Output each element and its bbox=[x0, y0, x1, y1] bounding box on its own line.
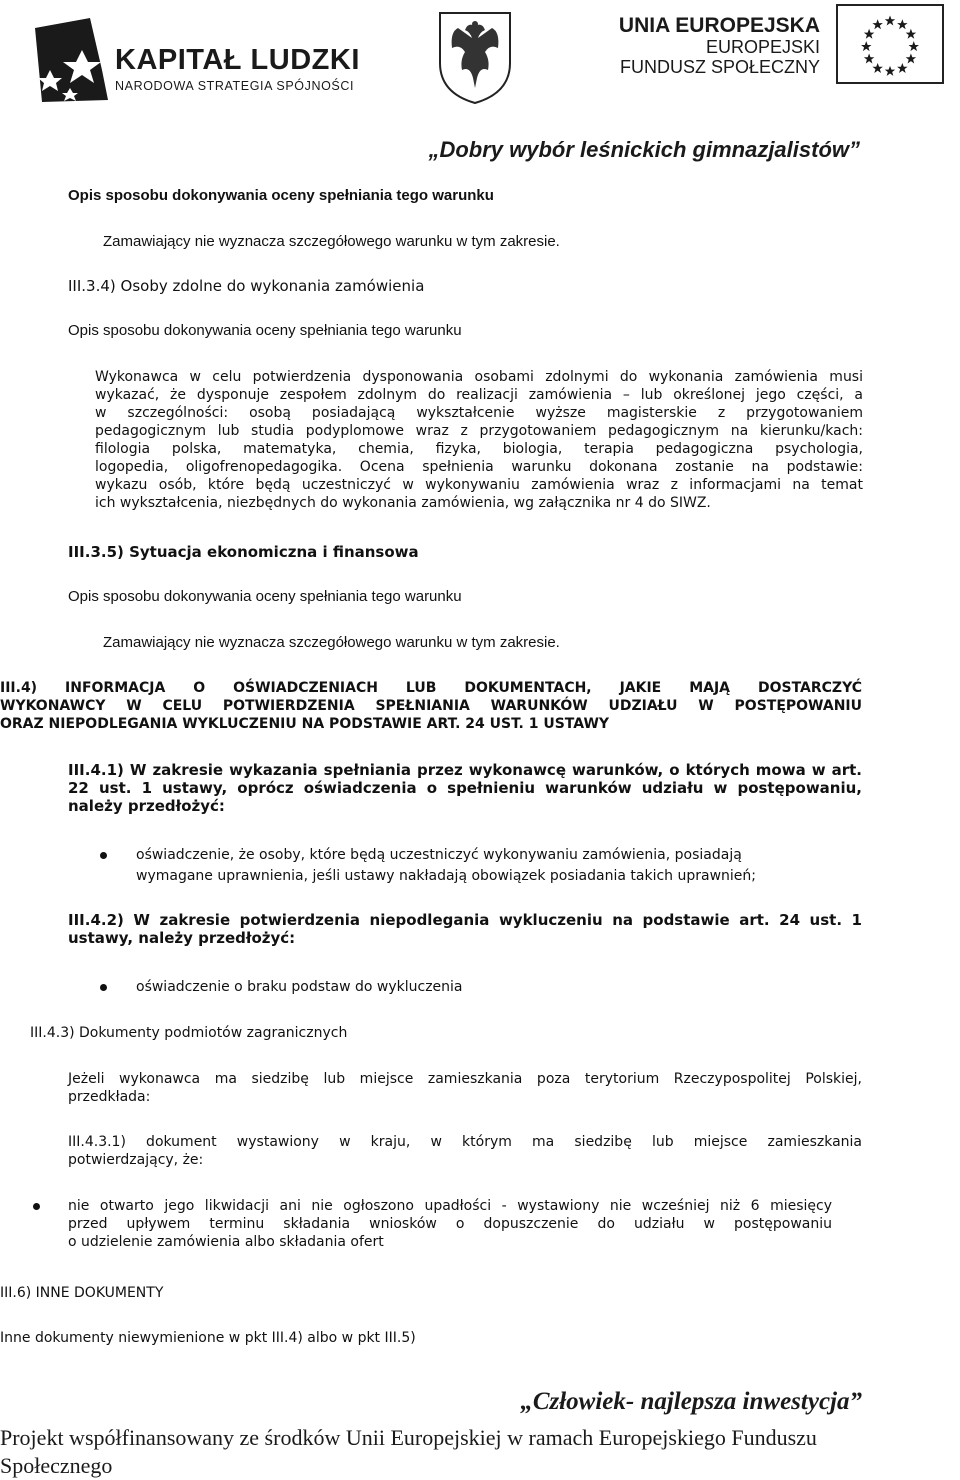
section-paragraph bbox=[68, 1133, 862, 1169]
bullet-icon bbox=[100, 984, 107, 991]
list-item-line: wymagane uprawnienia, jeśli ustawy nakładają obowiązek posiadania takich uprawnień; bbox=[136, 868, 756, 884]
footer-line: Społecznego bbox=[0, 1453, 113, 1478]
footer-text bbox=[0, 1424, 960, 1480]
list-item: oświadczenie o braku podstaw do wykluczenia bbox=[136, 979, 463, 995]
list-item-line: nie otwarto jego likwidacji ani nie ogłoszono upadłości - wystawiony nie wcześniej niż 6 miesięcy bbox=[68, 1198, 832, 1214]
section-heading: III.6) INNE DOKUMENTY bbox=[0, 1285, 164, 1301]
paragraph-line: Wykonawca w celu potwierdzenia dysponowania osobami zdolnymi do wykonania zamówienia musi bbox=[95, 369, 863, 385]
section-subheading: Opis sposobu dokonywania oceny spełniania tego warunku bbox=[68, 322, 462, 339]
footer-slogan: „Człowiek- najlepsza inwestycja” bbox=[520, 1388, 862, 1415]
eagle-emblem-icon bbox=[430, 8, 520, 106]
list-item-line: oświadczenie, że osoby, które będą uczestniczyć wykonywaniu zamówienia, posiadają bbox=[136, 847, 742, 863]
kapital-ludzki-emblem-icon bbox=[30, 10, 110, 110]
section-heading: III.3.4) Osoby zdolne do wykonania zamówienia bbox=[68, 277, 425, 295]
bullet-icon bbox=[100, 852, 107, 859]
paragraph-line: wykazać, że dysponuje zespołem zdolnym do realizacji zamówienia – lub określonej jego części, a bbox=[95, 387, 863, 403]
list-item bbox=[136, 846, 756, 885]
subsection-heading bbox=[68, 911, 862, 947]
eu-flag-icon bbox=[836, 4, 944, 84]
heading-line: III.4.1) W zakresie wykazania spełniania przez wykonawcę warunków, o których mowa w art. bbox=[68, 761, 862, 779]
kapital-ludzki-subtitle: NARODOWA STRATEGIA SPÓJNOŚCI bbox=[115, 79, 355, 93]
section-paragraph bbox=[95, 368, 863, 512]
paragraph-line: potwierdzający, że: bbox=[68, 1152, 204, 1168]
heading-line: ORAZ NIEPODLEGANIA WYKLUCZENIU NA PODSTAWIE ART. 24 UST. 1 USTAWY bbox=[0, 716, 610, 732]
bullet-icon bbox=[33, 1203, 40, 1210]
section-heading bbox=[0, 679, 862, 733]
paragraph-line: ich wykształcenia, niezbędnych do wykonania zamówienia, wg załącznika nr 4 do SIWZ. bbox=[95, 495, 711, 511]
section-text: Zamawiający nie wyznacza szczegółowego warunku w tym zakresie. bbox=[103, 233, 560, 250]
eu-title: UNIA EUROPEJSKA bbox=[618, 14, 820, 37]
paragraph-line: III.4.3.1) dokument wystawiony w kraju, w którym ma siedzibę lub miejsce zamieszkania bbox=[68, 1134, 862, 1150]
heading-line: 22 ust. 1 ustawy, oprócz oświadczenia o spełnieniu warunków udziału w postępowaniu, bbox=[68, 779, 862, 797]
paragraph-line: wykazu osób, które będą uczestniczyć w wykonywaniu zamówienia wraz z informacjami na temat bbox=[95, 477, 863, 493]
paragraph-line: w szczególności: osobą posiadającą wykształcenie wyższe magisterskie z przygotowaniem bbox=[95, 405, 863, 421]
heading-line: III.4.2) W zakresie potwierdzenia niepodlegania wykluczeniu na podstawie art. 24 ust. 1 bbox=[68, 911, 862, 929]
heading-line: WYKONAWCY W CELU POTWIERDZENIA SPEŁNIANIA WARUNKÓW UDZIAŁU W POSTĘPOWANIU bbox=[0, 698, 862, 714]
paragraph-line: filologia polska, matematyka, chemia, fizyka, biologia, terapia pedagogiczna psychologia, bbox=[95, 441, 863, 457]
section-paragraph bbox=[68, 1070, 862, 1106]
footer-line: Projekt współfinansowany ze środków Unii Europejskiej w ramach Europejskiego Funduszu bbox=[0, 1425, 817, 1450]
paragraph-line: logopedia, oligofrenopedagogika. Ocena spełnienia warunku dokonana zostanie na podstawie: bbox=[95, 459, 863, 475]
section-heading: Opis sposobu dokonywania oceny spełniania tego warunku bbox=[68, 187, 494, 204]
eu-fund-line2: FUNDUSZ SPOŁECZNY bbox=[619, 57, 820, 77]
project-tagline: „Dobry wybór leśnickich gimnazjalistów” bbox=[428, 137, 860, 162]
heading-line: III.4) INFORMACJA O OŚWIADCZENIACH LUB DOKUMENTACH, JAKIE MAJĄ DOSTARCZYĆ bbox=[0, 680, 862, 696]
eu-fund-line1: EUROPEJSKI bbox=[705, 37, 820, 57]
paragraph-line: Jeżeli wykonawca ma siedzibę lub miejsce zamieszkania poza terytorium Rzeczypospolitej Polskiej, bbox=[68, 1071, 862, 1087]
section-heading: III.3.5) Sytuacja ekonomiczna i finansowa bbox=[68, 543, 419, 561]
subsection-heading: III.4.3) Dokumenty podmiotów zagranicznych bbox=[30, 1025, 348, 1041]
paragraph-line: pedagogicznym lub studia podyplomowe wraz z przygotowaniem pedagogicznym na kierunku/kach: bbox=[95, 423, 863, 439]
section-text: Inne dokumenty niewymienione w pkt III.4) albo w pkt III.5) bbox=[0, 1330, 416, 1346]
list-item-line: o udzielenie zamówienia albo składania ofert bbox=[68, 1234, 384, 1250]
list-item-line: przed upływem terminu składania wniosków o dopuszczenie do udziału w postępowaniu bbox=[68, 1216, 832, 1232]
subsection-heading bbox=[68, 761, 862, 815]
section-text: Zamawiający nie wyznacza szczegółowego warunku w tym zakresie. bbox=[103, 634, 560, 651]
kapital-ludzki-title: KAPITAŁ LUDZKI bbox=[115, 44, 360, 76]
section-subheading: Opis sposobu dokonywania oceny spełniania tego warunku bbox=[68, 588, 462, 605]
heading-line: należy przedłożyć: bbox=[68, 797, 225, 815]
list-item bbox=[68, 1197, 832, 1251]
heading-line: ustawy, należy przedłożyć: bbox=[68, 929, 296, 947]
paragraph-line: przedkłada: bbox=[68, 1089, 151, 1105]
